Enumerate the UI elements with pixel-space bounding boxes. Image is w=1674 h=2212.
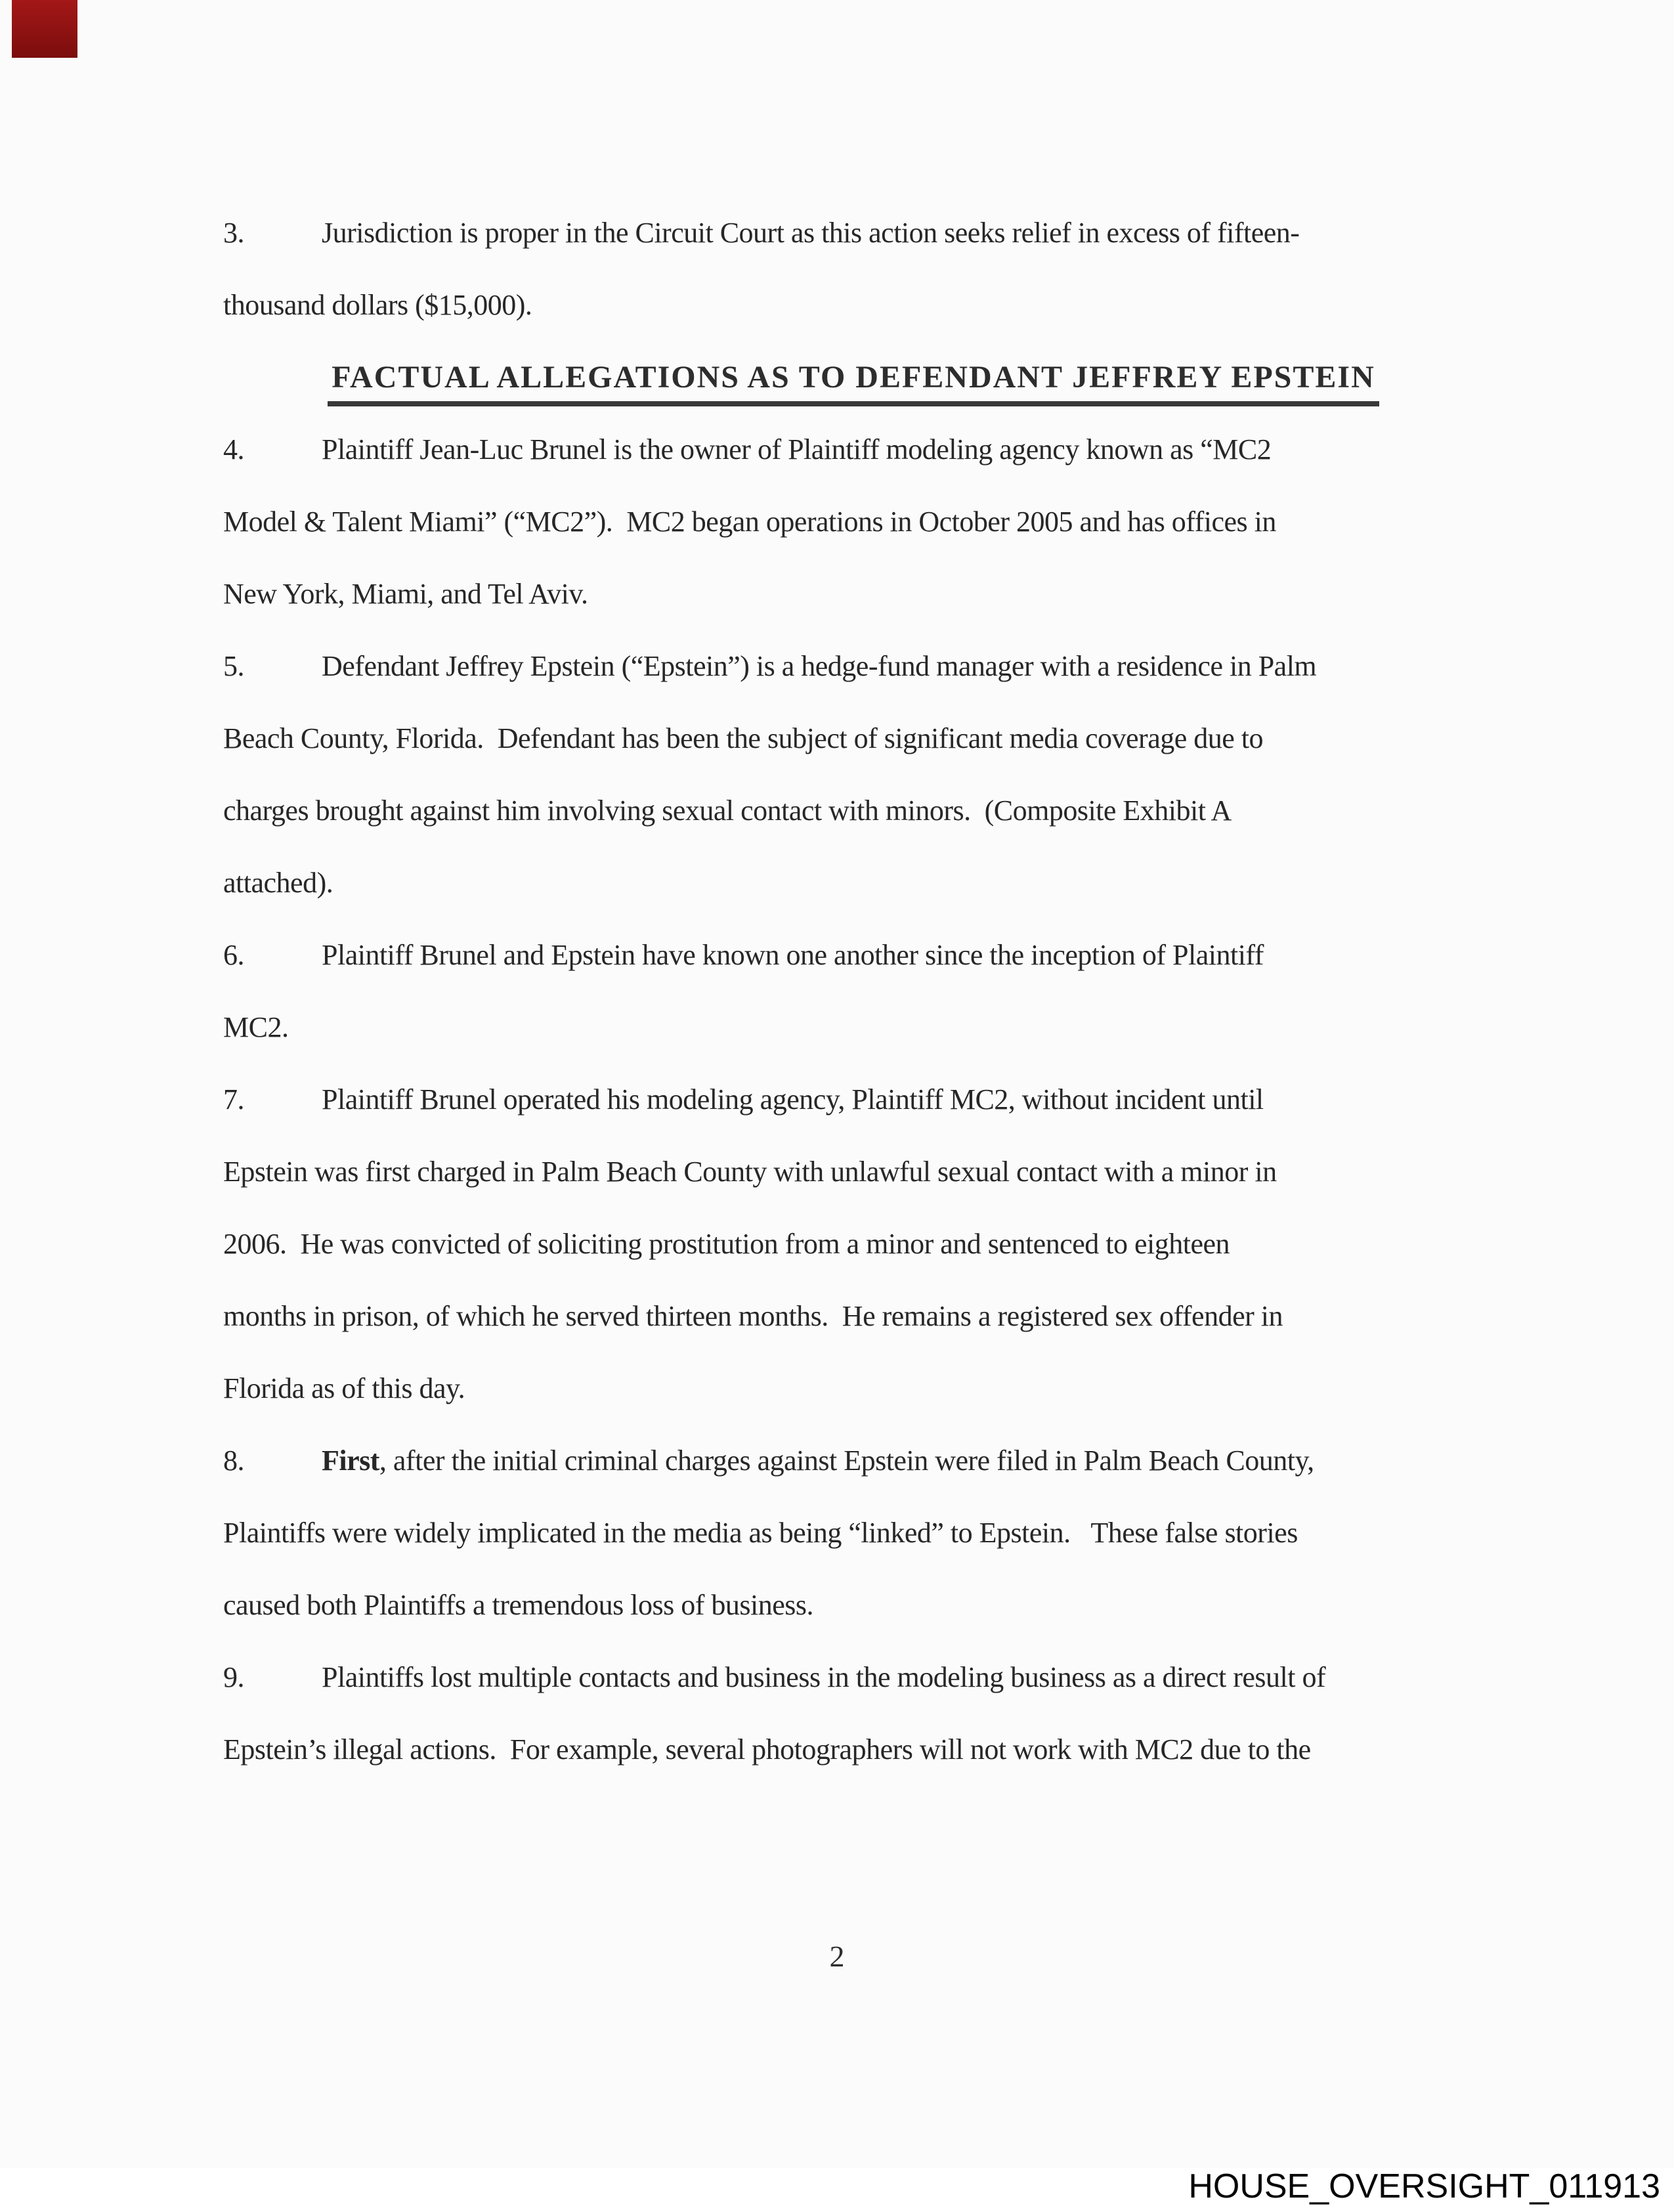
document-line xyxy=(223,630,1484,703)
document-line xyxy=(223,847,1484,919)
document-line xyxy=(223,486,1484,558)
paragraph-number: 9. xyxy=(223,1661,244,1693)
document-line xyxy=(223,775,1484,847)
document-line xyxy=(223,919,1484,991)
document-line xyxy=(223,1064,1484,1136)
line-text: Plaintiff Jean-Luc Brunel is the owner of Plaintiff modeling agency known as “MC2 xyxy=(322,433,1272,466)
line-text: Epstein’s illegal actions. For example, several photographers will not work with MC2 due to the xyxy=(223,1733,1311,1766)
line-text: Plaintiffs were widely implicated in the media as being “linked” to Epstein. These false stories xyxy=(223,1517,1298,1549)
paragraph-number: 4. xyxy=(223,433,244,466)
line-text: Defendant Jeffrey Epstein (“Epstein”) is a hedge-fund manager with a residence in Palm xyxy=(322,650,1317,682)
line-text: Jurisdiction is proper in the Circuit Court as this action seeks relief in excess of fifteen- xyxy=(322,217,1300,249)
document-line xyxy=(223,1425,1484,1497)
line-text: thousand dollars ($15,000). xyxy=(223,289,532,321)
document-line xyxy=(223,1136,1484,1208)
line-text: Florida as of this day. xyxy=(223,1372,465,1404)
document-line xyxy=(223,1497,1484,1569)
document-line xyxy=(223,1569,1484,1641)
line-text: , after the initial criminal charges against Epstein were filed in Palm Beach County, xyxy=(379,1444,1314,1477)
paragraph-number: 5. xyxy=(223,650,244,682)
line-text: Plaintiffs lost multiple contacts and business in the modeling business as a direct result of xyxy=(322,1661,1326,1693)
line-text: Plaintiff Brunel operated his modeling agency, Plaintiff MC2, without incident until xyxy=(322,1083,1264,1116)
document-line xyxy=(223,1280,1484,1353)
scan-corner-artifact xyxy=(12,0,77,58)
section-heading xyxy=(223,341,1484,414)
document-body xyxy=(223,197,1484,1786)
line-text: 2006. He was convicted of soliciting prostitution from a minor and sentenced to eighteen xyxy=(223,1228,1230,1260)
line-text: Beach County, Florida. Defendant has been the subject of significant media coverage due to xyxy=(223,722,1264,754)
document-line xyxy=(223,558,1484,630)
page-number: 2 xyxy=(829,1940,845,1973)
document-line xyxy=(223,991,1484,1064)
document-line xyxy=(223,703,1484,775)
paragraph-number: 7. xyxy=(223,1083,244,1116)
line-text: First xyxy=(322,1444,379,1477)
document-line xyxy=(223,1714,1484,1786)
line-text: charges brought against him involving sexual contact with minors. (Composite Exhibit A xyxy=(223,794,1232,827)
document-line xyxy=(223,269,1484,341)
line-text: months in prison, of which he served thirteen months. He remains a registered sex offender in xyxy=(223,1300,1283,1332)
line-text: Epstein was first charged in Palm Beach County with unlawful sexual contact with a minor in xyxy=(223,1156,1277,1188)
line-text: attached). xyxy=(223,867,333,899)
bates-number: HOUSE_OVERSIGHT_011913 xyxy=(1188,2167,1660,2205)
line-text: Model & Talent Miami” (“MC2”). MC2 began operations in October 2005 and has offices in xyxy=(223,506,1276,538)
document-line xyxy=(223,197,1484,269)
paragraph-number: 3. xyxy=(223,217,244,249)
line-text: New York, Miami, and Tel Aviv. xyxy=(223,578,588,610)
line-text: caused both Plaintiffs a tremendous loss of business. xyxy=(223,1589,814,1621)
document-line xyxy=(223,414,1484,486)
paragraph-number: 8. xyxy=(223,1444,244,1477)
document-line xyxy=(223,1353,1484,1425)
document-line xyxy=(223,1641,1484,1714)
section-heading-text: FACTUAL ALLEGATIONS AS TO DEFENDANT JEFFREY EPSTEIN xyxy=(328,360,1379,406)
line-text: MC2. xyxy=(223,1011,289,1043)
paragraph-number: 6. xyxy=(223,939,244,971)
document-line xyxy=(223,1208,1484,1280)
line-text: Plaintiff Brunel and Epstein have known one another since the inception of Plaintiff xyxy=(322,939,1264,971)
